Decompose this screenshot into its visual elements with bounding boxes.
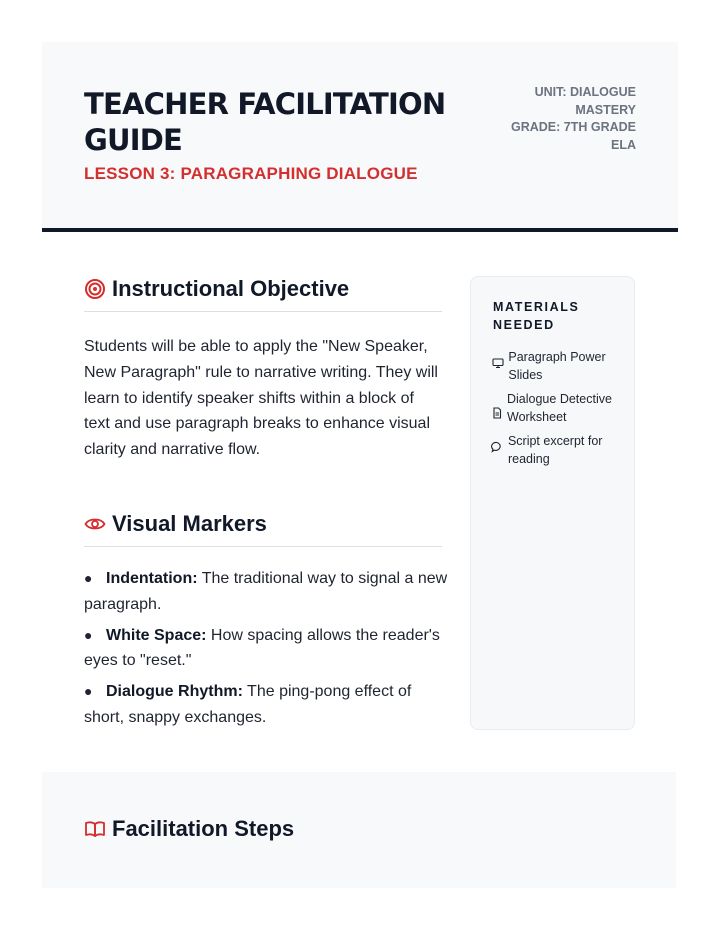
materials-list <box>491 349 621 475</box>
speech-bubble-icon <box>491 441 504 457</box>
markers-divider <box>84 546 442 547</box>
markers-list <box>84 566 454 736</box>
lesson-meta <box>486 84 636 154</box>
unit-label: UNIT: DIALOGUE MASTERY <box>534 85 636 117</box>
list-item: ● Indentation: The traditional way to signal a new paragraph. <box>84 570 448 613</box>
list-item: ● White Space: How spacing allows the reader's eyes to "reset." <box>84 626 440 670</box>
objective-heading <box>84 276 349 302</box>
header-panel <box>42 42 678 230</box>
materials-title: MATERIALS NEEDED <box>493 300 580 332</box>
list-item: Script excerpt for reading <box>491 433 621 468</box>
objective-heading-label: Instructional Objective <box>112 276 350 301</box>
objective-text: Students will be able to apply the "New Speaker, New Paragraph" rule to narrative writing. They will learn to identify speaker shifts within a block of text and use paragraph breaks to enhance visual clarity and narrative flow. <box>84 338 438 459</box>
grade-label: GRADE: 7TH GRADE ELA <box>510 120 636 152</box>
lesson-subtitle: LESSON 3: PARAGRAPHING DIALOGUE <box>84 164 418 183</box>
markers-heading-label: Visual Markers <box>112 511 267 536</box>
markers-heading <box>84 511 267 537</box>
page-title: TEACHER FACILITATION GUIDE <box>84 87 446 157</box>
list-item: Paragraph Power Slides <box>491 349 621 384</box>
eye-icon <box>84 513 106 535</box>
steps-heading <box>84 816 294 842</box>
monitor-icon <box>491 357 504 373</box>
document-icon <box>491 407 503 423</box>
objective-divider <box>84 311 442 312</box>
open-book-icon <box>84 818 106 840</box>
header-divider <box>42 228 678 232</box>
materials-card <box>470 276 635 730</box>
steps-heading-label: Facilitation Steps <box>112 816 295 841</box>
list-item: ● Dialogue Rhythm: The ping-pong effect of short, snappy exchanges. <box>84 683 412 726</box>
list-item: Dialogue Detective Worksheet <box>491 391 621 426</box>
target-icon <box>84 278 106 300</box>
